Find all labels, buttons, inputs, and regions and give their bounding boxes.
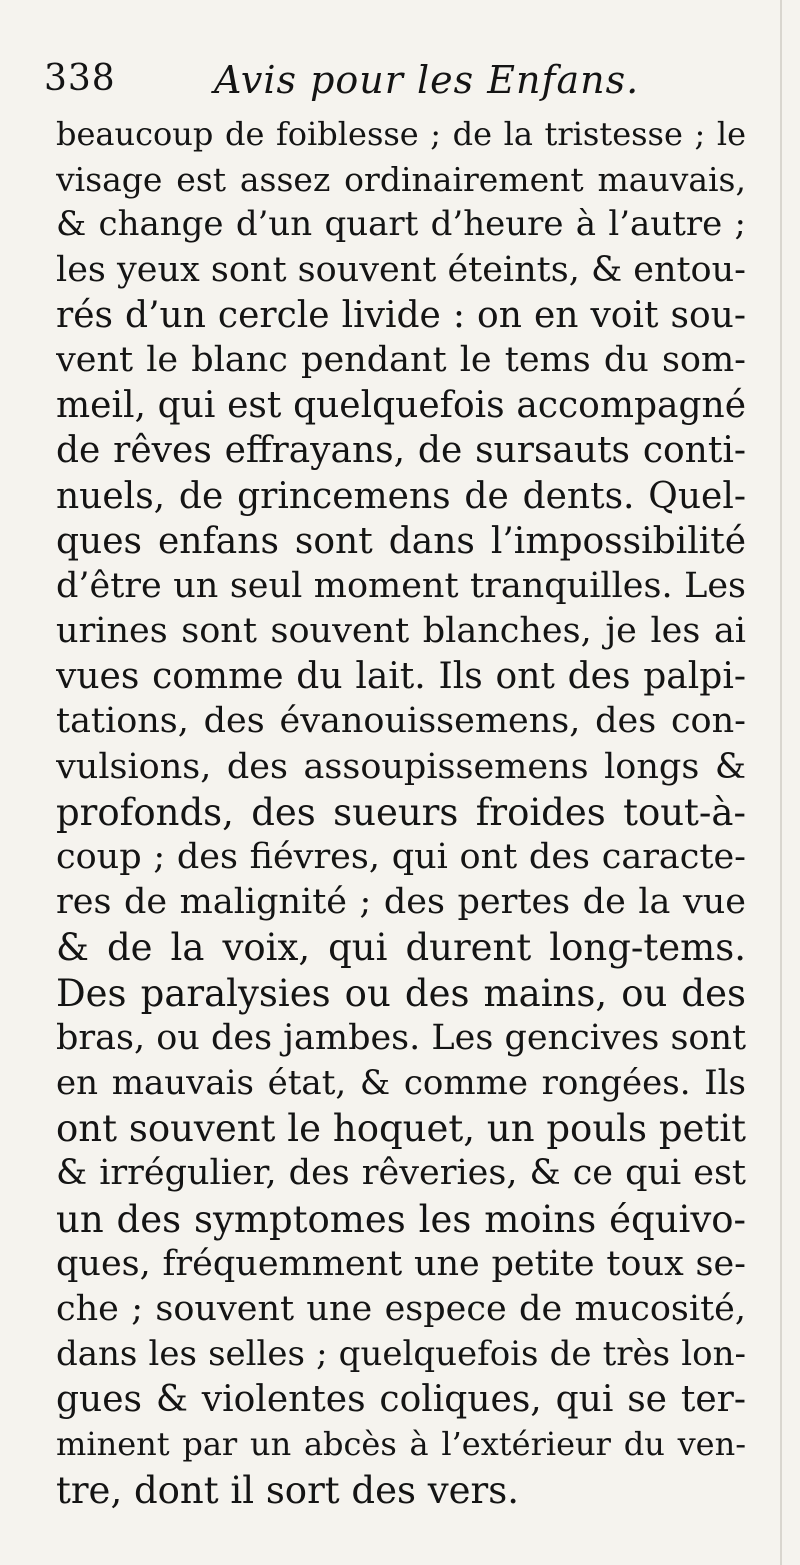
text-line: vent le blanc pendant le tems du som- [56, 339, 746, 380]
text-line: visage est assez ordinairement mauvais, [56, 160, 746, 200]
text-line: nuels, de grincemens de dents. Quel- [56, 475, 746, 517]
text-line: & change d’un quart d’heure à l’autre ; [56, 204, 746, 245]
text-line: & irrégulier, des rêveries, & ce qui est [56, 1153, 746, 1194]
text-line: rés d’un cercle livide : on en voit sou- [56, 294, 746, 336]
text-line: gues & violentes coliques, qui se ter- [56, 1379, 746, 1421]
text-line: minent par un abcès à l’extérieur du ven- [56, 1425, 746, 1464]
text-line: profonds, des sueurs froides tout-à- [56, 790, 746, 834]
text-line: beaucoup de foiblesse ; de la tristesse ; le [56, 115, 746, 153]
text-line: les yeux sont souvent éteints, & entou- [56, 249, 746, 290]
text-line: un des symptomes les moins équivo- [56, 1197, 746, 1241]
text-line: & de la voix, qui durent long-tems. [56, 926, 746, 970]
text-line: dans les selles ; quelquefois de très lon- [56, 1334, 746, 1375]
text-line: en mauvais état, & comme rongées. Ils [56, 1062, 746, 1103]
page-number: 338 [44, 58, 116, 99]
text-line-last: tre, dont il sort des vers. [56, 1468, 519, 1512]
body-text [56, 112, 746, 1513]
page-edge [780, 0, 782, 1565]
text-line: coup ; des fiévres, qui ont des caracte- [56, 837, 746, 877]
text-line: vues comme du lait. Ils ont des palpi- [56, 656, 746, 698]
text-line: de rêves effrayans, de sursauts conti- [56, 430, 746, 472]
text-line: meil, qui est quelquefois accompagné [56, 385, 746, 427]
text-line: bras, ou des jambes. Les gencives sont [56, 1017, 746, 1058]
text-line: urines sont souvent blanches, je les ai [56, 611, 746, 652]
text-line: res de malignité ; des pertes de la vue [56, 882, 746, 923]
page-header [44, 58, 744, 118]
text-line: tations, des évanouissemens, des con- [56, 701, 746, 742]
text-line: d’être un seul moment tranquilles. Les [56, 565, 746, 606]
text-line: che ; souvent une espece de mucosité, [56, 1288, 746, 1329]
text-line: ont souvent le hoquet, un pouls petit [56, 1107, 746, 1151]
text-line: vulsions, des assoupissemens longs & [56, 746, 746, 787]
text-line: ques, fréquemment une petite toux se- [56, 1243, 746, 1284]
text-line: Des paralysies ou des mains, ou des [56, 971, 746, 1015]
text-line: ques enfans sont dans l’impossibilité [56, 520, 746, 562]
running-title: Avis pour les Enfans. [214, 58, 640, 102]
